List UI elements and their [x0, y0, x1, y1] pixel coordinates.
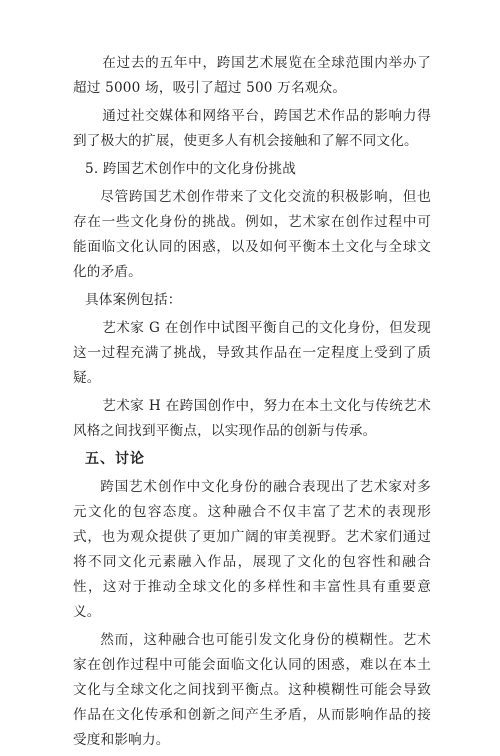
case-artist-g: 艺术家 G 在创作中试图平衡自己的文化身份，但发现这一过程充满了挑战，导致其作品在一定程度上受到了质疑。 — [73, 320, 431, 386]
section-5-title: 5. 跨国艺术创作中的文化身份挑战 — [85, 161, 297, 177]
paragraph-ambiguity: 然而，这种融合也可能引发文化身份的模糊性。艺术家在创作过程中可能会面临文化认同的困惑，难以在本土文化与全球文化之间找到平衡点。这种模糊性可能会导致作品在文化传承和创新之间产生矛盾，从而影响作品的接受度和影响力。 — [73, 632, 431, 748]
discussion-heading: 五、讨论 — [85, 451, 145, 467]
document-body — [73, 51, 431, 756]
paragraph-fusion: 跨国艺术创作中文化身份的融合表现出了艺术家对多元文化的包容态度。这种融合不仅丰富了艺术的表现形式，也为观众提供了更加广阔的审美视野。艺术家们通过将不同文化元素融入作品，展现了文化的包容性和融合性，这对于推动全球文化的多样性和丰富性具有重要意义。 — [73, 479, 431, 620]
paragraph-identity-challenges: 尽管跨国艺术创作带来了文化交流的积极影响，但也存在一些文化身份的挑战。例如，艺术家在创作过程中可能面临文化认同的困惑，以及如何平衡本土文化与全球文化的矛盾。 — [73, 189, 431, 280]
paragraph-exhibitions: 在过去的五年中，跨国艺术展览在全球范围内举办了超过 5000 场，吸引了超过 500 万名观众。 — [73, 55, 431, 96]
cases-intro: 具体案例包括： — [85, 292, 182, 308]
case-artist-h: 艺术家 H 在跨国创作中，努力在本土文化与传统艺术风格之间找到平衡点，以实现作品的创新与传承。 — [73, 398, 431, 439]
paragraph-social-media: 通过社交媒体和网络平台，跨国艺术作品的影响力得到了极大的扩展，使更多人有机会接触和了解不同文化。 — [73, 108, 431, 149]
